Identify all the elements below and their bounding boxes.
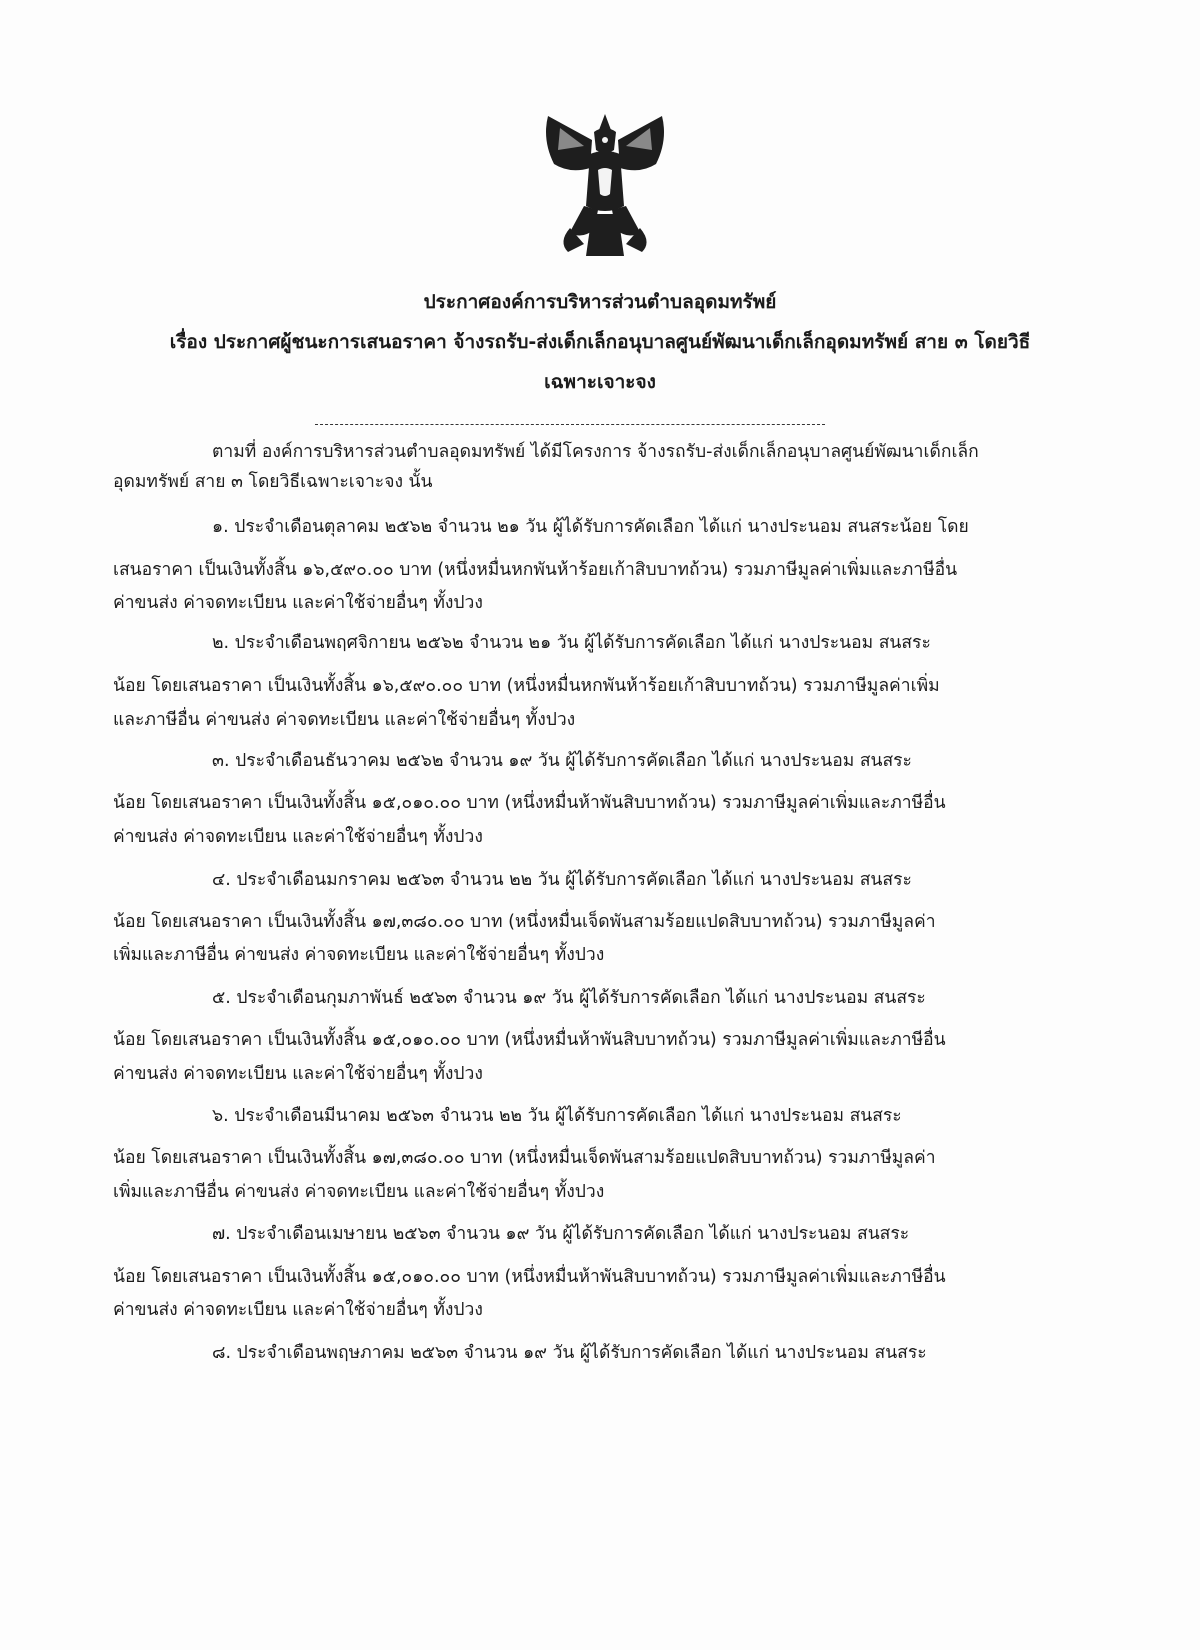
item-line: ค่าขนส่ง ค่าจดทะเบียน และค่าใช้จ่ายอื่นๆ ทั้งปวง [113,1300,483,1320]
item-line: ค่าขนส่ง ค่าจดทะเบียน และค่าใช้จ่ายอื่นๆ ทั้งปวง [113,1064,483,1084]
intro-line: ตามที่ องค์การบริหารส่วนตำบลอุดมทรัพย์ ได้มีโครงการ จ้างรถรับ-ส่งเด็กเล็กอนุบาลศูนย์พัฒนาเด็กเล็ก [212,442,979,462]
item-line: ๓. ประจำเดือนธันวาคม ๒๕๖๒ จำนวน ๑๙ วัน ผู้ได้รับการคัดเลือก ได้แก่ นางประนอม สนสระ [212,751,912,771]
garuda-emblem-icon [540,110,670,260]
item-line: ค่าขนส่ง ค่าจดทะเบียน และค่าใช้จ่ายอื่นๆ ทั้งปวง [113,827,483,847]
item-line: น้อย โดยเสนอราคา เป็นเงินทั้งสิ้น ๑๕,๐๑๐.๐๐ บาท (หนึ่งหมื่นห้าพันสิบบาทถ้วน) รวมภาษีมูลค่าเพิ่มและภาษีอื่น [113,793,946,813]
announcement-subject-continued: เฉพาะเจาะจง [544,371,656,393]
announcement-subject: เรื่อง ประกาศผู้ชนะการเสนอราคา จ้างรถรับ-ส่งเด็กเล็กอนุบาลศูนย์พัฒนาเด็กเล็กอุดมทรัพย์ สาย ๓ โดยวิธี [169,331,1031,353]
item-line: ๘. ประจำเดือนพฤษภาคม ๒๕๖๓ จำนวน ๑๙ วัน ผู้ได้รับการคัดเลือก ได้แก่ นางประนอม สนสระ [212,1343,927,1363]
item-line: ค่าขนส่ง ค่าจดทะเบียน และค่าใช้จ่ายอื่นๆ ทั้งปวง [113,593,483,613]
item-line: ๑. ประจำเดือนตุลาคม ๒๕๖๒ จำนวน ๒๑ วัน ผู้ได้รับการคัดเลือก ได้แก่ นางประนอม สนสระน้อย โดย [212,517,969,537]
item-line: น้อย โดยเสนอราคา เป็นเงินทั้งสิ้น ๑๕,๐๑๐.๐๐ บาท (หนึ่งหมื่นห้าพันสิบบาทถ้วน) รวมภาษีมูลค่าเพิ่มและภาษีอื่น [113,1030,946,1050]
item-line: น้อย โดยเสนอราคา เป็นเงินทั้งสิ้น ๑๖,๕๙๐.๐๐ บาท (หนึ่งหมื่นหกพันห้าร้อยเก้าสิบบาทถ้วน) รวมภาษีมูลค่าเพิ่ม [113,676,940,696]
intro-line: อุดมทรัพย์ สาย ๓ โดยวิธีเฉพาะเจาะจง นั้น [113,472,433,492]
item-line: น้อย โดยเสนอราคา เป็นเงินทั้งสิ้น ๑๗,๓๘๐.๐๐ บาท (หนึ่งหมื่นเจ็ดพันสามร้อยแปดสิบบาทถ้วน) รวมภาษีมูลค่า [113,912,936,932]
item-line: ๔. ประจำเดือนมกราคม ๒๕๖๓ จำนวน ๒๒ วัน ผู้ได้รับการคัดเลือก ได้แก่ นางประนอม สนสระ [212,870,912,890]
item-line: เสนอราคา เป็นเงินทั้งสิ้น ๑๖,๕๙๐.๐๐ บาท (หนึ่งหมื่นหกพันห้าร้อยเก้าสิบบาทถ้วน) รวมภาษีมูลค่าเพิ่มและภาษีอื่น [113,560,958,580]
item-line: น้อย โดยเสนอราคา เป็นเงินทั้งสิ้น ๑๕,๐๑๐.๐๐ บาท (หนึ่งหมื่นห้าพันสิบบาทถ้วน) รวมภาษีมูลค่าเพิ่มและภาษีอื่น [113,1267,946,1287]
item-line: ๒. ประจำเดือนพฤศจิกายน ๒๕๖๒ จำนวน ๒๑ วัน ผู้ได้รับการคัดเลือก ได้แก่ นางประนอม สนสระ [212,633,931,653]
separator-line [315,424,825,425]
item-line: น้อย โดยเสนอราคา เป็นเงินทั้งสิ้น ๑๗,๓๘๐.๐๐ บาท (หนึ่งหมื่นเจ็ดพันสามร้อยแปดสิบบาทถ้วน) รวมภาษีมูลค่า [113,1148,936,1168]
item-line: และภาษีอื่น ค่าขนส่ง ค่าจดทะเบียน และค่าใช้จ่ายอื่นๆ ทั้งปวง [113,710,576,730]
item-line: ๗. ประจำเดือนเมษายน ๒๕๖๓ จำนวน ๑๙ วัน ผู้ได้รับการคัดเลือก ได้แก่ นางประนอม สนสระ [212,1224,910,1244]
announcement-title: ประกาศองค์การบริหารส่วนตำบลอุดมทรัพย์ [423,291,777,313]
item-line: ๕. ประจำเดือนกุมภาพันธ์ ๒๕๖๓ จำนวน ๑๙ วัน ผู้ได้รับการคัดเลือก ได้แก่ นางประนอม สนสระ [212,988,926,1008]
item-line: ๖. ประจำเดือนมีนาคม ๒๕๖๓ จำนวน ๒๒ วัน ผู้ได้รับการคัดเลือก ได้แก่ นางประนอม สนสระ [212,1106,902,1126]
item-line: เพิ่มและภาษีอื่น ค่าขนส่ง ค่าจดทะเบียน และค่าใช้จ่ายอื่นๆ ทั้งปวง [113,1182,605,1202]
item-line: เพิ่มและภาษีอื่น ค่าขนส่ง ค่าจดทะเบียน และค่าใช้จ่ายอื่นๆ ทั้งปวง [113,945,605,965]
